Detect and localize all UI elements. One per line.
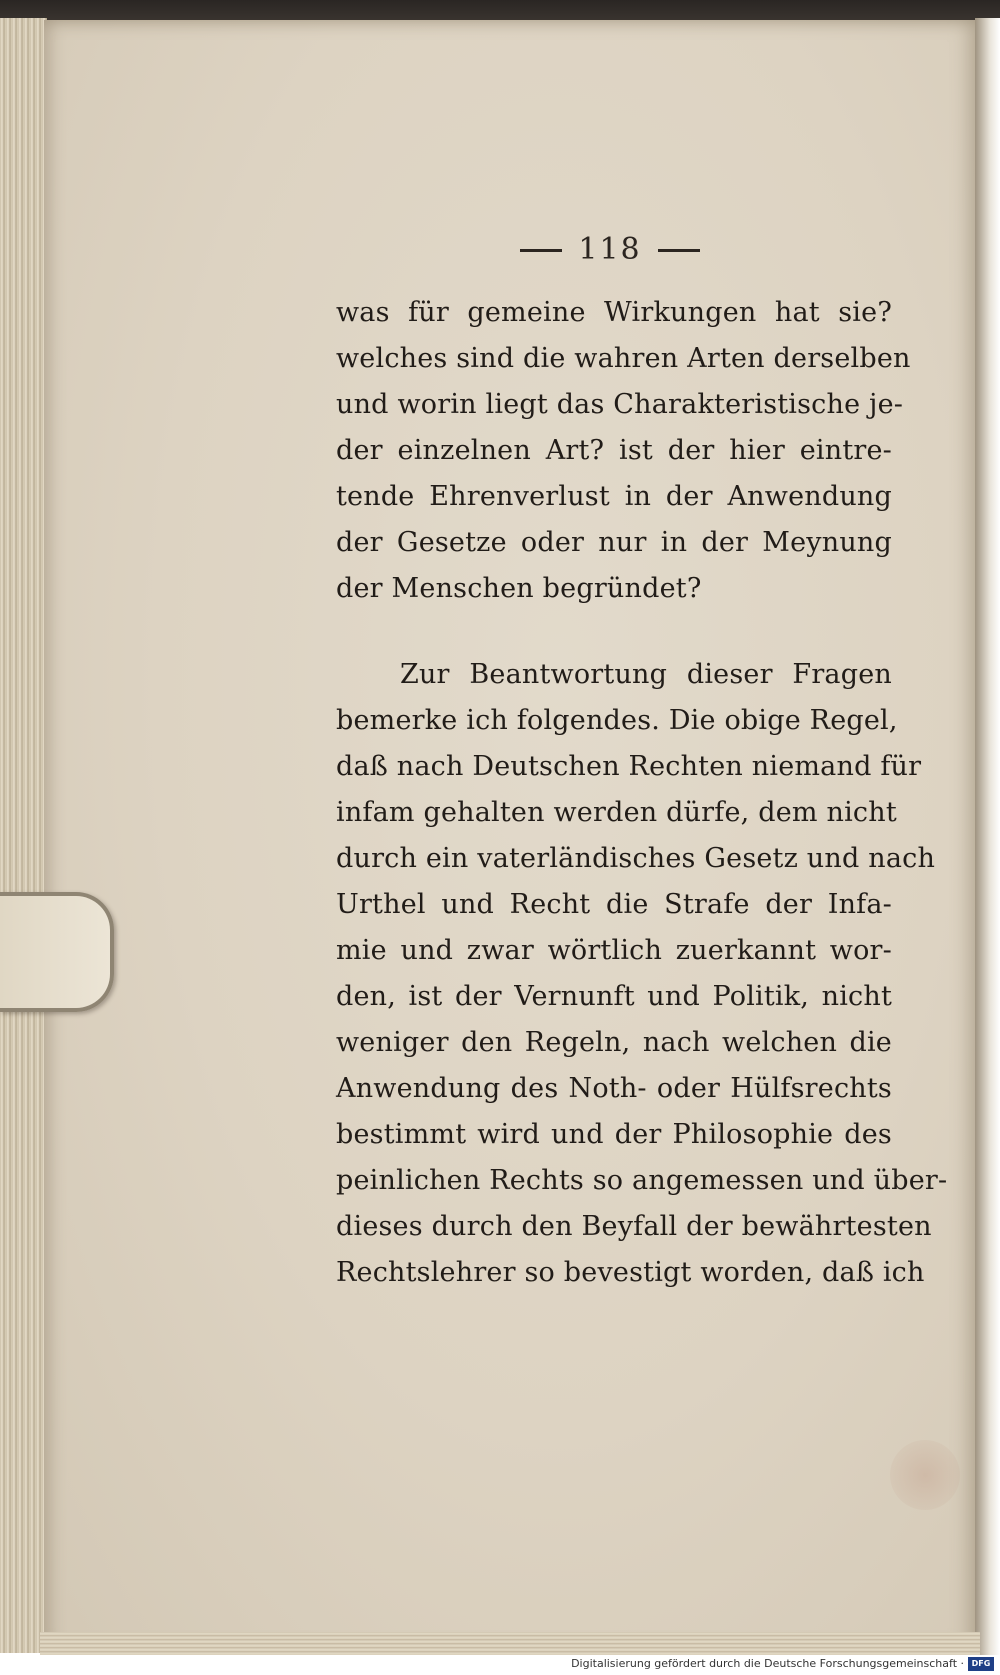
digitization-footer bbox=[0, 1655, 1000, 1675]
text-line: durch ein vaterländisches Gesetz und nach bbox=[336, 843, 936, 874]
text-line: Urthel und Recht die Strafe der Infa- bbox=[336, 889, 892, 920]
text-line: mie und zwar wörtlich zuerkannt wor- bbox=[336, 935, 892, 966]
text-line: daß nach Deutschen Rechten niemand für bbox=[336, 751, 922, 782]
text-line: infam gehalten werden dürfe, dem nicht bbox=[336, 797, 897, 828]
text-line: der Gesetze oder nur in der Meynung bbox=[336, 527, 892, 558]
dfg-logo: DFG bbox=[968, 1657, 994, 1671]
body-text bbox=[336, 290, 948, 1296]
text-line: dieses durch den Beyfall der bewährtesten bbox=[336, 1211, 932, 1242]
header-dash-right bbox=[658, 249, 700, 252]
text-line: den, ist der Vernunft und Politik, nicht bbox=[336, 981, 892, 1012]
footer-credit: Digitalisierung gefördert durch die Deutsche Forschungsgemeinschaft · bbox=[571, 1657, 964, 1670]
text-line: der einzelnen Art? ist der hier eintre- bbox=[336, 435, 892, 466]
text-line: peinlichen Rechts so angemessen und über- bbox=[336, 1165, 948, 1196]
paper-stain bbox=[890, 1440, 960, 1510]
text-line: was für gemeine Wirkungen hat sie? bbox=[336, 297, 892, 328]
paragraph-gap bbox=[336, 612, 892, 652]
text-line: Rechtslehrer so bevestigt worden, daß ich bbox=[336, 1257, 925, 1288]
text-line: Anwendung des Noth- oder Hülfsrechts bbox=[336, 1073, 892, 1104]
text-line: Zur Beantwortung dieser Fragen bbox=[400, 659, 892, 690]
text-line: der Menschen begründet? bbox=[336, 573, 702, 604]
text-line: bestimmt wird und der Philosophie des bbox=[336, 1119, 892, 1150]
text-line: tende Ehrenverlust in der Anwendung bbox=[336, 481, 892, 512]
page-header bbox=[480, 230, 740, 270]
text-line: bemerke ich folgendes. Die obige Regel, bbox=[336, 705, 898, 736]
page-clip bbox=[0, 892, 114, 1012]
page-number: 118 bbox=[578, 232, 642, 267]
text-line: weniger den Regeln, nach welchen die bbox=[336, 1027, 892, 1058]
page-stack-edge bbox=[0, 18, 47, 1653]
page-right-edge bbox=[975, 18, 1000, 1658]
header-dash-left bbox=[520, 249, 562, 252]
text-line: welches sind die wahren Arten derselben bbox=[336, 343, 911, 374]
text-line: und worin liegt das Charakteristische je- bbox=[336, 389, 904, 420]
